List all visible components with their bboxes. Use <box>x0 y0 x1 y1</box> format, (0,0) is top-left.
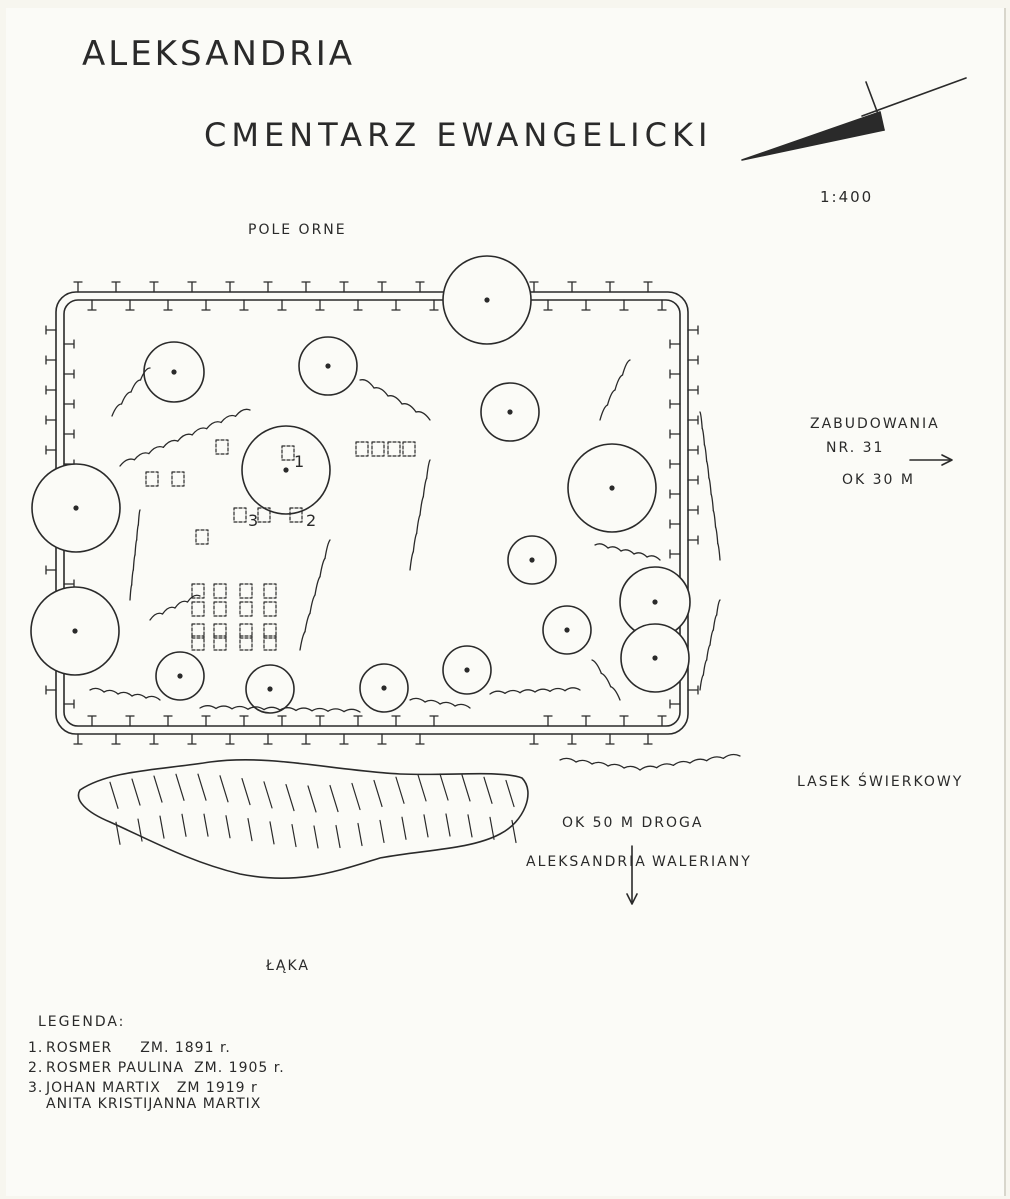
hedge-tick <box>64 400 74 408</box>
hedge-tick <box>688 686 698 694</box>
grave <box>172 472 184 486</box>
hedge-tick <box>340 734 348 744</box>
wet-meadow-hatch <box>110 774 516 848</box>
shrub-scallop <box>723 755 740 759</box>
shrub-scallop <box>623 360 631 375</box>
shrub-scallop <box>132 694 146 698</box>
hatch-mark <box>226 816 230 838</box>
shrub-scallop <box>207 422 221 429</box>
hedge-tick <box>302 282 310 292</box>
shrub-scallop <box>410 698 425 702</box>
shrub-scallop <box>305 613 310 631</box>
shrub-scallop <box>188 595 201 602</box>
shrub-scallop <box>595 544 608 548</box>
hatch-mark <box>352 784 360 810</box>
shrub-scallop <box>673 762 690 766</box>
hedge-tick <box>188 734 196 744</box>
shrub-scallop <box>90 688 104 692</box>
hatch-mark <box>446 814 450 836</box>
tree <box>32 464 120 552</box>
hedge-tick <box>88 300 96 310</box>
arrow-right-icon <box>910 455 952 465</box>
wet-meadow-area <box>78 760 527 878</box>
spruce-grove-label: LASEK ŚWIERKOWY <box>797 774 964 790</box>
hedge-tick <box>64 340 74 348</box>
tree <box>443 646 491 694</box>
road-from-label: ALEKSANDRIA <box>526 854 647 870</box>
legend-entry-name: ROSMER PAULINA <box>46 1060 185 1076</box>
buildings-number-label: NR. 31 <box>826 440 885 456</box>
hedge-tick <box>670 400 680 408</box>
hedge-tick <box>340 282 348 292</box>
shrub-scallop <box>560 758 576 762</box>
tree <box>508 536 556 584</box>
shrub-scallop <box>427 460 430 478</box>
hedge-tick <box>126 300 134 310</box>
arrow-down-icon <box>627 846 637 904</box>
hedge-tick <box>64 700 74 708</box>
hedge-tick <box>688 386 698 394</box>
hedge-tick <box>544 716 552 726</box>
hedge-tick <box>644 282 652 292</box>
tree <box>568 444 656 532</box>
hedge-tick <box>688 446 698 454</box>
shrub-scallop <box>718 544 720 560</box>
shrub-scallop <box>592 660 601 673</box>
shrub-scallop <box>133 555 135 570</box>
shrub-scallop <box>163 440 177 447</box>
hatch-mark <box>110 782 118 808</box>
shrub-scallop <box>647 556 660 560</box>
shrub-scallop <box>420 497 423 515</box>
hedge-tick <box>88 716 96 726</box>
hedge-tick <box>670 340 680 348</box>
hedge-tick <box>240 300 248 310</box>
grave <box>372 442 384 456</box>
shrub-scallop <box>137 525 139 540</box>
shrub-scallop <box>410 552 413 570</box>
shrub-scallop <box>296 708 312 711</box>
hedge-tick <box>582 300 590 310</box>
grave <box>356 442 368 456</box>
shrub-scallop <box>713 511 715 527</box>
hedge-tick <box>670 370 680 378</box>
map-title: ALEKSANDRIA <box>82 34 355 74</box>
hatch-mark <box>132 779 140 805</box>
shrub-scallop <box>709 478 711 494</box>
tree <box>621 624 689 692</box>
hatch-mark <box>220 776 228 802</box>
shrub-scallop <box>320 558 325 576</box>
meadow-label: ŁĄKA <box>266 958 310 974</box>
hedge-tick <box>392 300 400 310</box>
hedge-tick <box>278 300 286 310</box>
hedge-tick <box>316 716 324 726</box>
hatch-mark <box>374 780 382 806</box>
hatch-mark <box>484 777 492 803</box>
hatch-mark <box>330 786 338 812</box>
hedge-tick <box>658 300 666 310</box>
hedge-tick <box>620 300 628 310</box>
hatch-mark <box>440 774 448 800</box>
hedge-tick <box>378 282 386 292</box>
hedge-tick <box>46 566 56 574</box>
hatch-mark <box>336 826 340 848</box>
hedge-tick <box>64 430 74 438</box>
shrub-scallop <box>576 760 592 764</box>
shrub-scallop <box>657 764 674 768</box>
hatch-mark <box>292 825 296 847</box>
map-subtitle: CMENTARZ EWANGELICKI <box>204 116 713 154</box>
tree <box>144 342 204 402</box>
hedge-tick <box>240 716 248 726</box>
hedge-tick <box>392 716 400 726</box>
shrub-scallop <box>132 570 134 585</box>
shrub-scallop <box>702 428 704 444</box>
hedge-tick <box>582 716 590 726</box>
shrub-scallop <box>138 510 140 525</box>
shrub-scallop <box>700 675 703 690</box>
hatch-mark <box>462 775 470 801</box>
grave-marker-1: 1 <box>294 452 305 471</box>
shrub-scallop <box>175 601 188 608</box>
shrub-scallop <box>328 709 344 712</box>
shrub-scallop <box>325 540 330 558</box>
hedge-tick <box>74 734 82 744</box>
hatch-mark <box>380 820 384 842</box>
hedge-tick <box>74 282 82 292</box>
legend-entry-number: 3. <box>28 1080 44 1096</box>
legend <box>28 1014 285 1116</box>
hatch-mark <box>358 824 362 846</box>
tree <box>481 383 539 441</box>
legend-entry-note: ZM. 1905 r. <box>194 1060 285 1076</box>
shrub-scallop <box>310 595 315 613</box>
legend-entry-note: ZM. 1891 r. <box>140 1040 231 1056</box>
shrub-scallop <box>703 660 706 675</box>
grave <box>192 602 204 616</box>
grave <box>216 440 228 454</box>
shrub-scallop <box>505 690 520 693</box>
hedge-tick <box>544 300 552 310</box>
shrub-scallop <box>707 461 709 477</box>
grave <box>214 602 226 616</box>
shrub-scallop <box>707 645 710 660</box>
shrub-scallop <box>344 709 360 712</box>
shrub-scallop <box>611 687 620 700</box>
grave <box>240 602 252 616</box>
shrub-scallop <box>440 702 455 706</box>
hatch-mark <box>396 777 404 803</box>
hatch-mark <box>314 826 318 848</box>
hatch-mark <box>182 814 186 836</box>
grave-marker-3: 3 <box>248 511 259 530</box>
hedge-tick <box>530 734 538 744</box>
shrub-scallop <box>608 390 616 405</box>
legend-entry-number: 1. <box>28 1040 44 1056</box>
shrub-scallop <box>374 388 388 396</box>
north-arrow-icon <box>742 78 966 160</box>
hedge-tick <box>688 416 698 424</box>
hedge-tick <box>126 716 134 726</box>
hedge-tick <box>202 716 210 726</box>
shrub-scallop <box>232 706 248 709</box>
hedge-tick <box>644 734 652 744</box>
north-field-label: POLE ORNE <box>248 222 347 238</box>
shrub-scallop <box>601 673 610 686</box>
hedge-tick <box>316 300 324 310</box>
hedge-tick <box>188 282 196 292</box>
legend-entry-name: JOHAN MARTIX <box>46 1080 161 1096</box>
hatch-mark <box>308 786 316 812</box>
shrub-scallop <box>621 550 634 554</box>
shrub-scallop <box>120 459 134 466</box>
hatch-mark <box>138 819 142 841</box>
grave <box>264 602 276 616</box>
buildings-distance-label: OK 30 M <box>842 472 915 488</box>
shrub-scallop <box>216 706 232 709</box>
grave <box>403 442 415 456</box>
hedge-tick <box>670 490 680 498</box>
hedge-tick <box>378 734 386 744</box>
hedge-tick <box>430 716 438 726</box>
scale-label: 1:400 <box>820 188 874 206</box>
shrub-scallop <box>131 380 141 392</box>
hedge-tick <box>416 734 424 744</box>
hatch-mark <box>160 816 164 838</box>
hatch-mark <box>154 776 162 802</box>
hatch-mark <box>424 815 428 837</box>
hedge-tick <box>112 734 120 744</box>
hedge-tick <box>164 716 172 726</box>
shrub-scallop <box>565 688 580 691</box>
legend-entry-3 <box>28 1080 285 1112</box>
shrub-scallop <box>711 494 713 510</box>
hedge-tick <box>46 326 56 334</box>
shrub-scallop <box>134 453 148 460</box>
shrub-scallop <box>104 690 118 694</box>
hedge-tick <box>354 716 362 726</box>
hatch-mark <box>242 779 250 805</box>
hatch-mark <box>248 819 252 841</box>
hedge-tick <box>46 386 56 394</box>
grave <box>264 584 276 598</box>
hedge-tick <box>688 356 698 364</box>
shrub-scallop <box>550 688 565 691</box>
road-distance-label: OK 50 M DROGA <box>562 815 704 831</box>
hatch-mark <box>198 774 206 800</box>
shrub-scallop <box>592 762 608 766</box>
hedge-tick <box>416 282 424 292</box>
hedge-tick <box>302 734 310 744</box>
shrub-scallop <box>388 396 402 404</box>
shrub-scallop <box>402 404 416 412</box>
shrub-scallop <box>704 445 706 461</box>
shrub-scallop <box>713 615 716 630</box>
hedge-tick <box>670 430 680 438</box>
hatch-mark <box>490 817 494 839</box>
hedge-tick <box>264 282 272 292</box>
hedge-tick <box>530 282 538 292</box>
hedge-tick <box>568 734 576 744</box>
shrub-scallop <box>315 577 320 595</box>
hedge-tick <box>670 700 680 708</box>
buildings-label: ZABUDOWANIA <box>810 416 940 432</box>
hedge-tick <box>226 734 234 744</box>
shrub-scallop <box>640 766 657 770</box>
grave <box>214 584 226 598</box>
hatch-mark <box>402 817 406 839</box>
tree <box>242 426 330 514</box>
shrub-scallop <box>413 533 416 551</box>
hedge-tick <box>354 300 362 310</box>
hedge-tick <box>150 734 158 744</box>
hedge-tick <box>112 282 120 292</box>
tree <box>443 256 531 344</box>
hedge-tick <box>46 446 56 454</box>
hedge-tick <box>430 300 438 310</box>
legend-entry-name: ROSMER <box>46 1040 113 1056</box>
shrub-scallop <box>122 392 132 404</box>
shrub-scallop <box>360 380 374 388</box>
shrub-scallop <box>192 428 206 435</box>
tree <box>299 337 357 395</box>
tree <box>246 665 294 713</box>
shrub-scallop <box>178 434 192 441</box>
shrub-scallop <box>200 706 216 709</box>
legend-entry-extra: ANITA KRISTIJANNA MARTIX <box>46 1096 262 1112</box>
hedge-tick <box>264 734 272 744</box>
shrub-scallop <box>300 632 305 650</box>
grave <box>388 442 400 456</box>
legend-heading: LEGENDA: <box>38 1014 126 1030</box>
shrub-scallop <box>634 553 647 557</box>
hedge-tick <box>568 282 576 292</box>
shrub-scallop <box>146 696 160 700</box>
hedge-tick <box>670 460 680 468</box>
shrub-scallop <box>416 412 430 420</box>
tree <box>31 587 119 675</box>
hedge-tick <box>606 734 614 744</box>
hatch-mark <box>468 815 472 837</box>
tree <box>156 652 204 700</box>
legend-entry-note: ZM 1919 r <box>176 1080 258 1096</box>
hatch-mark <box>204 814 208 836</box>
shrub-scallop <box>236 409 250 416</box>
grave <box>234 508 246 522</box>
shrub-scallop <box>520 690 535 693</box>
hedge-tick <box>606 282 614 292</box>
hedge-tick <box>46 686 56 694</box>
hatch-mark <box>176 774 184 800</box>
hedge-tick <box>164 300 172 310</box>
shrub-scallop <box>490 691 505 694</box>
legend-entry-number: 2. <box>28 1060 44 1076</box>
shrub-scallop <box>455 704 470 708</box>
grave <box>146 472 158 486</box>
shrub-scallop <box>163 607 176 614</box>
shrub-scallop <box>112 404 122 416</box>
hatch-mark <box>264 782 272 808</box>
shrub-scallop <box>535 689 550 692</box>
shrub-scallop <box>624 766 640 770</box>
grave <box>240 584 252 598</box>
hedge-tick <box>620 716 628 726</box>
shrubs <box>90 360 740 770</box>
hedge-tick <box>688 506 698 514</box>
shrub-scallop <box>690 759 707 763</box>
hatch-mark <box>506 781 514 807</box>
hatch-mark <box>286 785 294 811</box>
shrub-scallop <box>717 600 720 615</box>
hedge-tick <box>46 356 56 364</box>
shrub-scallop <box>130 585 132 600</box>
shrub-scallop <box>615 375 623 390</box>
legend-entry-1 <box>28 1040 285 1056</box>
hedge-tick <box>226 282 234 292</box>
tree <box>360 664 408 712</box>
tree <box>543 606 591 654</box>
grave <box>196 530 208 544</box>
hedge-tick <box>688 476 698 484</box>
hedge-tick <box>670 550 680 558</box>
shrub-scallop <box>118 692 132 696</box>
shrub-scallop <box>150 613 163 620</box>
grave-marker-2: 2 <box>306 511 317 530</box>
shrub-scallop <box>423 478 426 496</box>
shrub-scallop <box>425 700 440 704</box>
shrub-scallop <box>417 515 420 533</box>
shrub-scallop <box>600 405 608 420</box>
hedge-tick <box>150 282 158 292</box>
legend-entry-2 <box>28 1060 285 1076</box>
hatch-mark <box>270 822 274 844</box>
shrub-scallop <box>707 757 724 761</box>
hedge-tick <box>202 300 210 310</box>
road-to-label: WALERIANY <box>652 854 752 870</box>
shrub-scallop <box>149 447 163 454</box>
shrub-scallop <box>710 630 713 645</box>
shrub-scallop <box>608 764 624 768</box>
hedge-tick <box>46 416 56 424</box>
shrub-scallop <box>608 547 621 551</box>
hedge-tick <box>278 716 286 726</box>
shrub-scallop <box>700 412 702 428</box>
hatch-mark <box>418 775 426 801</box>
hedge-tick <box>658 716 666 726</box>
shrub-scallop <box>312 708 328 711</box>
hedge-tick <box>688 326 698 334</box>
hedge-tick <box>688 536 698 544</box>
shrub-scallop <box>716 527 718 543</box>
shrub-scallop <box>135 540 137 555</box>
trees <box>31 256 690 713</box>
hedge-tick <box>670 520 680 528</box>
hedge-tick <box>64 370 74 378</box>
shrub-scallop <box>221 416 235 423</box>
